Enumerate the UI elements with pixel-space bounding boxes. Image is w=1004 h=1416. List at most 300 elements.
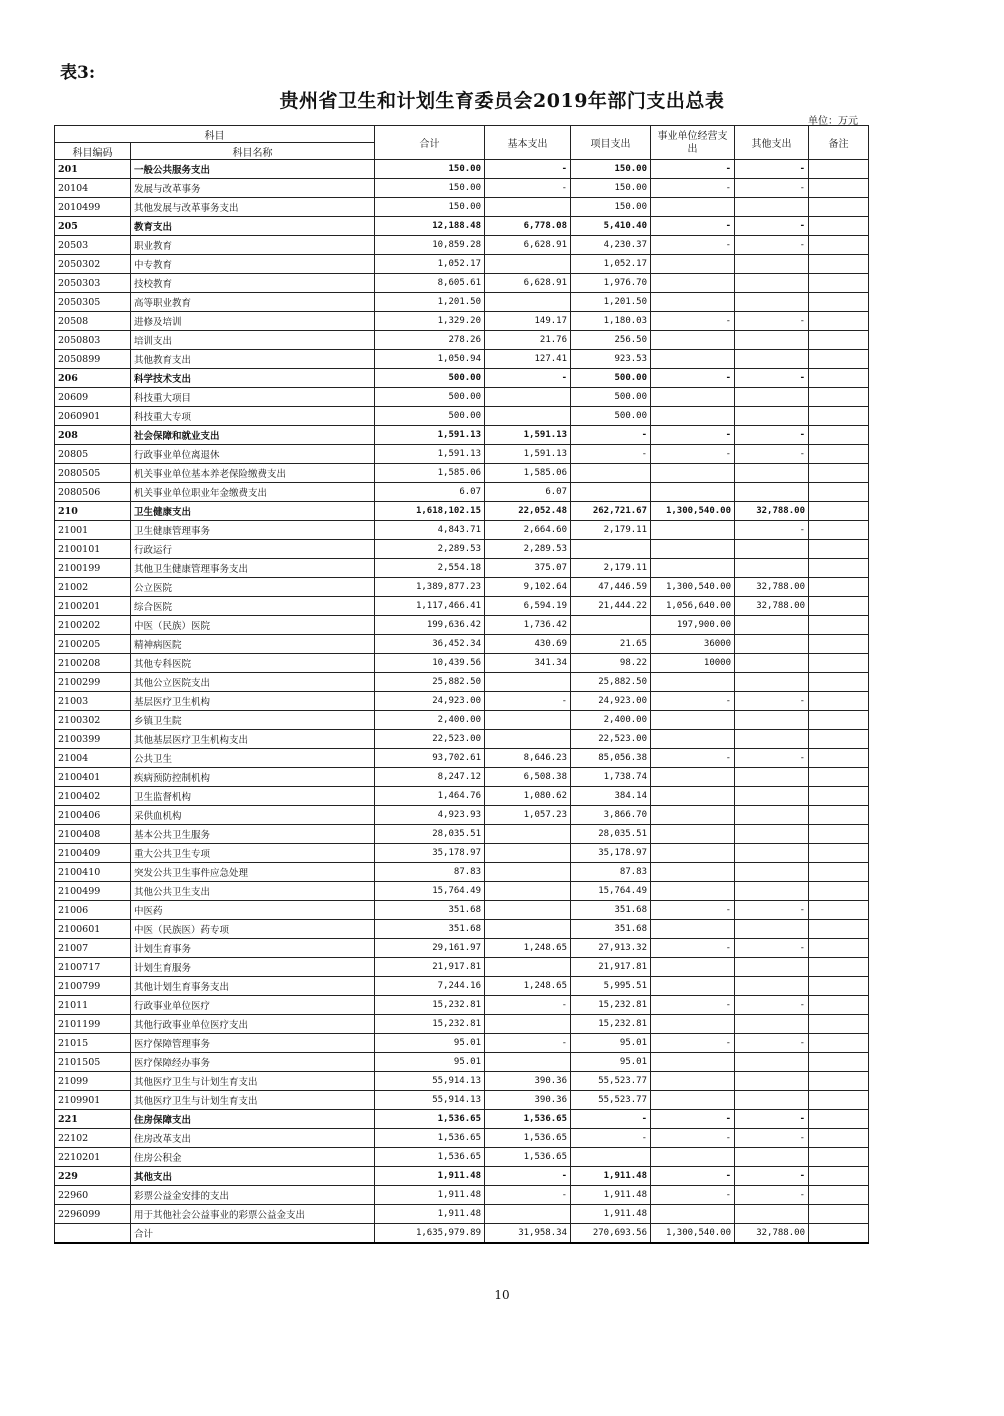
- table-row: [55, 654, 869, 673]
- table-row: [55, 1072, 869, 1091]
- cell-business: [651, 673, 735, 692]
- cell-project: 55,523.77: [571, 1091, 651, 1110]
- cell-total: 7,244.16: [375, 977, 485, 996]
- cell-note: [809, 882, 869, 901]
- cell-code: 2100717: [55, 958, 131, 977]
- cell-note: [809, 464, 869, 483]
- cell-other: [735, 1091, 809, 1110]
- table-row: [55, 293, 869, 312]
- cell-name: 用于其他社会公益事业的彩票公益金支出: [131, 1205, 375, 1224]
- cell-total: 6.07: [375, 483, 485, 502]
- cell-code: 2100401: [55, 768, 131, 787]
- cell-project: 15,232.81: [571, 1015, 651, 1034]
- table-row: [55, 521, 869, 540]
- table-row: [55, 483, 869, 502]
- cell-business: -: [651, 369, 735, 388]
- table-row: [55, 464, 869, 483]
- cell-total: 1,591.13: [375, 445, 485, 464]
- cell-total: 15,232.81: [375, 1015, 485, 1034]
- cell-code: 2101505: [55, 1053, 131, 1072]
- cell-total: 1,536.65: [375, 1148, 485, 1167]
- cell-business: [651, 806, 735, 825]
- cell-basic: [485, 673, 571, 692]
- header-name: 科目名称: [131, 143, 375, 160]
- table-row: [55, 179, 869, 198]
- cell-note: [809, 1053, 869, 1072]
- cell-name: 科学技术支出: [131, 369, 375, 388]
- cell-total: 500.00: [375, 407, 485, 426]
- cell-business: [651, 274, 735, 293]
- cell-note: [809, 1091, 869, 1110]
- cell-project: 3,866.70: [571, 806, 651, 825]
- cell-note: [809, 616, 869, 635]
- cell-basic: 1,536.65: [485, 1110, 571, 1129]
- cell-business: [651, 350, 735, 369]
- cell-other: [735, 920, 809, 939]
- cell-total: 24,923.00: [375, 692, 485, 711]
- cell-project: 21,917.81: [571, 958, 651, 977]
- cell-basic: [485, 901, 571, 920]
- cell-basic: 1,248.65: [485, 977, 571, 996]
- cell-note: [809, 578, 869, 597]
- cell-other: [735, 407, 809, 426]
- cell-note: [809, 597, 869, 616]
- cell-code: 21015: [55, 1034, 131, 1053]
- cell-note: [809, 1205, 869, 1224]
- cell-business: -: [651, 217, 735, 236]
- cell-code: 2100799: [55, 977, 131, 996]
- expenditure-table: [54, 125, 869, 1244]
- cell-code: 21003: [55, 692, 131, 711]
- cell-basic: 1,591.13: [485, 426, 571, 445]
- cell-other: [735, 1148, 809, 1167]
- cell-name: 突发公共卫生事件应急处理: [131, 863, 375, 882]
- cell-code: 2109901: [55, 1091, 131, 1110]
- cell-other: [735, 958, 809, 977]
- cell-total: 1,117,466.41: [375, 597, 485, 616]
- cell-note: [809, 407, 869, 426]
- cell-name: 科技重大项目: [131, 388, 375, 407]
- cell-basic: -: [485, 692, 571, 711]
- cell-basic: [485, 730, 571, 749]
- cell-business: -: [651, 1110, 735, 1129]
- cell-other: [735, 540, 809, 559]
- cell-business: [651, 1091, 735, 1110]
- cell-basic: 6,778.08: [485, 217, 571, 236]
- cell-other: [735, 198, 809, 217]
- cell-business: [651, 825, 735, 844]
- cell-other: -: [735, 1110, 809, 1129]
- cell-total: 2,400.00: [375, 711, 485, 730]
- cell-other: -: [735, 1034, 809, 1053]
- cell-note: [809, 559, 869, 578]
- cell-project: 5,995.51: [571, 977, 651, 996]
- unit-label: 单位：万元: [808, 116, 858, 127]
- cell-name: 住房公积金: [131, 1148, 375, 1167]
- cell-other: 32,788.00: [735, 597, 809, 616]
- cell-total: 28,035.51: [375, 825, 485, 844]
- table-row: [55, 1167, 869, 1186]
- cell-other: [735, 255, 809, 274]
- header-total: 合计: [375, 126, 485, 160]
- cell-project: 1,738.74: [571, 768, 651, 787]
- total-business: 1,300,540.00: [651, 1224, 735, 1244]
- cell-business: -: [651, 160, 735, 179]
- cell-basic: 6,594.19: [485, 597, 571, 616]
- cell-project: 24,923.00: [571, 692, 651, 711]
- cell-basic: 390.36: [485, 1072, 571, 1091]
- cell-note: [809, 844, 869, 863]
- cell-name: 中医（民族）医院: [131, 616, 375, 635]
- cell-other: -: [735, 1167, 809, 1186]
- cell-code: 2050803: [55, 331, 131, 350]
- cell-business: [651, 1053, 735, 1072]
- cell-business: [651, 1205, 735, 1224]
- cell-basic: [485, 1205, 571, 1224]
- cell-project: -: [571, 426, 651, 445]
- table-row: [55, 426, 869, 445]
- cell-total: 29,161.97: [375, 939, 485, 958]
- table-row: [55, 920, 869, 939]
- cell-project: 27,913.32: [571, 939, 651, 958]
- cell-note: [809, 1186, 869, 1205]
- total-other: 32,788.00: [735, 1224, 809, 1244]
- table-row: [55, 160, 869, 179]
- cell-name: 进修及培训: [131, 312, 375, 331]
- cell-project: 500.00: [571, 407, 651, 426]
- cell-code: 2100205: [55, 635, 131, 654]
- table-row: [55, 616, 869, 635]
- table-row: [55, 350, 869, 369]
- cell-basic: -: [485, 1167, 571, 1186]
- cell-project: 22,523.00: [571, 730, 651, 749]
- page-title: 贵州省卫生和计划生育委员会2019年部门支出总表: [279, 90, 725, 112]
- cell-name: 精神病医院: [131, 635, 375, 654]
- cell-name: 其他支出: [131, 1167, 375, 1186]
- cell-other: [735, 1205, 809, 1224]
- cell-total: 351.68: [375, 920, 485, 939]
- cell-business: [651, 464, 735, 483]
- cell-business: -: [651, 179, 735, 198]
- table-row: [55, 1148, 869, 1167]
- cell-basic: 2,289.53: [485, 540, 571, 559]
- cell-other: -: [735, 312, 809, 331]
- table-row: [55, 1110, 869, 1129]
- cell-project: 15,232.81: [571, 996, 651, 1015]
- cell-business: [651, 768, 735, 787]
- cell-name: 其他发展与改革事务支出: [131, 198, 375, 217]
- cell-total: 95.01: [375, 1053, 485, 1072]
- cell-other: [735, 863, 809, 882]
- cell-name: 技校教育: [131, 274, 375, 293]
- cell-code: 2296099: [55, 1205, 131, 1224]
- cell-business: -: [651, 426, 735, 445]
- cell-project: 1,976.70: [571, 274, 651, 293]
- cell-other: -: [735, 939, 809, 958]
- cell-basic: [485, 407, 571, 426]
- cell-total: 1,536.65: [375, 1110, 485, 1129]
- cell-total: 1,201.50: [375, 293, 485, 312]
- cell-name: 中医（民族医）药专项: [131, 920, 375, 939]
- cell-business: [651, 255, 735, 274]
- cell-name: 重大公共卫生专项: [131, 844, 375, 863]
- table-row: [55, 445, 869, 464]
- cell-code: 2050302: [55, 255, 131, 274]
- cell-business: -: [651, 996, 735, 1015]
- cell-code: 21011: [55, 996, 131, 1015]
- cell-project: 95.01: [571, 1034, 651, 1053]
- cell-note: [809, 331, 869, 350]
- cell-business: [651, 711, 735, 730]
- cell-business: -: [651, 939, 735, 958]
- cell-business: [651, 1015, 735, 1034]
- cell-project: 5,410.40: [571, 217, 651, 236]
- cell-name: 职业教育: [131, 236, 375, 255]
- cell-other: [735, 331, 809, 350]
- cell-note: [809, 1015, 869, 1034]
- cell-name: 住房保障支出: [131, 1110, 375, 1129]
- cell-code: 21006: [55, 901, 131, 920]
- table-row: [55, 540, 869, 559]
- cell-project: 28,035.51: [571, 825, 651, 844]
- cell-total: 1,329.20: [375, 312, 485, 331]
- cell-basic: [485, 388, 571, 407]
- cell-other: -: [735, 996, 809, 1015]
- cell-total: 12,188.48: [375, 217, 485, 236]
- table-row: [55, 1053, 869, 1072]
- cell-business: [651, 787, 735, 806]
- cell-total: 2,289.53: [375, 540, 485, 559]
- cell-basic: 6.07: [485, 483, 571, 502]
- cell-other: [735, 274, 809, 293]
- cell-business: -: [651, 749, 735, 768]
- cell-basic: [485, 825, 571, 844]
- cell-note: [809, 521, 869, 540]
- cell-business: -: [651, 1186, 735, 1205]
- cell-code: 2060901: [55, 407, 131, 426]
- cell-name: 机关事业单位职业年金缴费支出: [131, 483, 375, 502]
- cell-business: [651, 388, 735, 407]
- cell-name: 乡镇卫生院: [131, 711, 375, 730]
- table-row: [55, 312, 869, 331]
- cell-code: 2100410: [55, 863, 131, 882]
- cell-total: 15,764.49: [375, 882, 485, 901]
- cell-total: 1,911.48: [375, 1205, 485, 1224]
- cell-code: 2050899: [55, 350, 131, 369]
- cell-name: 发展与改革事务: [131, 179, 375, 198]
- cell-total: 21,917.81: [375, 958, 485, 977]
- cell-basic: 1,248.65: [485, 939, 571, 958]
- cell-code: 21004: [55, 749, 131, 768]
- cell-total: 8,247.12: [375, 768, 485, 787]
- cell-business: [651, 540, 735, 559]
- cell-code: 21001: [55, 521, 131, 540]
- table-row: [55, 274, 869, 293]
- page-number: 10: [494, 1288, 510, 1302]
- cell-total: 22,523.00: [375, 730, 485, 749]
- cell-project: 1,911.48: [571, 1205, 651, 1224]
- cell-name: 培训支出: [131, 331, 375, 350]
- cell-code: 2100499: [55, 882, 131, 901]
- cell-total: 35,178.97: [375, 844, 485, 863]
- cell-business: -: [651, 692, 735, 711]
- cell-note: [809, 920, 869, 939]
- total-total: 1,635,979.89: [375, 1224, 485, 1244]
- cell-project: 2,179.11: [571, 521, 651, 540]
- cell-project: 500.00: [571, 388, 651, 407]
- cell-code: 210: [55, 502, 131, 521]
- cell-project: 95.01: [571, 1053, 651, 1072]
- cell-code: 21007: [55, 939, 131, 958]
- cell-total: 1,618,102.15: [375, 502, 485, 521]
- cell-business: 1,300,540.00: [651, 502, 735, 521]
- cell-basic: 6,628.91: [485, 274, 571, 293]
- table-row: [55, 1015, 869, 1034]
- table-row: [55, 578, 869, 597]
- table-row: [55, 217, 869, 236]
- table-row: [55, 806, 869, 825]
- cell-other: [735, 464, 809, 483]
- cell-other: -: [735, 1186, 809, 1205]
- total-row: [55, 1224, 869, 1244]
- cell-total: 1,052.17: [375, 255, 485, 274]
- cell-note: [809, 217, 869, 236]
- cell-note: [809, 673, 869, 692]
- cell-basic: -: [485, 160, 571, 179]
- cell-note: [809, 388, 869, 407]
- cell-code: 2100208: [55, 654, 131, 673]
- cell-project: 55,523.77: [571, 1072, 651, 1091]
- table-row: [55, 1186, 869, 1205]
- cell-basic: 1,591.13: [485, 445, 571, 464]
- cell-name: 公立医院: [131, 578, 375, 597]
- cell-basic: 390.36: [485, 1091, 571, 1110]
- cell-basic: 127.41: [485, 350, 571, 369]
- cell-note: [809, 1072, 869, 1091]
- cell-note: [809, 445, 869, 464]
- cell-project: [571, 1148, 651, 1167]
- table-row: [55, 502, 869, 521]
- cell-note: [809, 198, 869, 217]
- header-basic: 基本支出: [485, 126, 571, 160]
- cell-project: 1,911.48: [571, 1167, 651, 1186]
- cell-code: 20104: [55, 179, 131, 198]
- cell-total: 55,914.13: [375, 1091, 485, 1110]
- cell-project: 1,180.03: [571, 312, 651, 331]
- cell-total: 4,923.93: [375, 806, 485, 825]
- cell-code: 20503: [55, 236, 131, 255]
- cell-note: [809, 502, 869, 521]
- cell-note: [809, 540, 869, 559]
- cell-basic: 21.76: [485, 331, 571, 350]
- cell-name: 教育支出: [131, 217, 375, 236]
- cell-basic: 375.07: [485, 559, 571, 578]
- table-row: [55, 1091, 869, 1110]
- cell-other: 32,788.00: [735, 502, 809, 521]
- cell-total: 500.00: [375, 369, 485, 388]
- cell-other: [735, 635, 809, 654]
- cell-project: [571, 464, 651, 483]
- table-row: [55, 844, 869, 863]
- cell-total: 150.00: [375, 179, 485, 198]
- cell-code: 2100402: [55, 787, 131, 806]
- cell-basic: [485, 920, 571, 939]
- cell-total: 351.68: [375, 901, 485, 920]
- cell-code: 21002: [55, 578, 131, 597]
- cell-total: 150.00: [375, 198, 485, 217]
- cell-other: [735, 616, 809, 635]
- cell-code: 2010499: [55, 198, 131, 217]
- cell-code: 221: [55, 1110, 131, 1129]
- cell-note: [809, 255, 869, 274]
- cell-total: 10,859.28: [375, 236, 485, 255]
- cell-project: 47,446.59: [571, 578, 651, 597]
- cell-other: -: [735, 692, 809, 711]
- cell-other: [735, 730, 809, 749]
- cell-project: 87.83: [571, 863, 651, 882]
- cell-project: 98.22: [571, 654, 651, 673]
- cell-note: [809, 350, 869, 369]
- table-row: [55, 1034, 869, 1053]
- cell-total: 2,554.18: [375, 559, 485, 578]
- cell-total: 1,050.94: [375, 350, 485, 369]
- table-row: [55, 255, 869, 274]
- cell-note: [809, 825, 869, 844]
- cell-total: 8,605.61: [375, 274, 485, 293]
- cell-total: 25,882.50: [375, 673, 485, 692]
- cell-other: [735, 1072, 809, 1091]
- cell-business: [651, 559, 735, 578]
- table-row: [55, 673, 869, 692]
- cell-total: 150.00: [375, 160, 485, 179]
- cell-total: 36,452.34: [375, 635, 485, 654]
- cell-note: [809, 483, 869, 502]
- cell-code: 201: [55, 160, 131, 179]
- cell-basic: 1,057.23: [485, 806, 571, 825]
- table-row: [55, 901, 869, 920]
- cell-business: 10000: [651, 654, 735, 673]
- cell-business: [651, 483, 735, 502]
- cell-name: 其他计划生育事务支出: [131, 977, 375, 996]
- cell-code: 2210201: [55, 1148, 131, 1167]
- cell-name: 其他基层医疗卫生机构支出: [131, 730, 375, 749]
- cell-code: 206: [55, 369, 131, 388]
- cell-basic: [485, 255, 571, 274]
- table-row: [55, 863, 869, 882]
- cell-business: -: [651, 901, 735, 920]
- cell-total: 1,389,877.23: [375, 578, 485, 597]
- cell-total: 1,911.48: [375, 1186, 485, 1205]
- cell-other: [735, 768, 809, 787]
- cell-total: 1,585.06: [375, 464, 485, 483]
- table-row: [55, 635, 869, 654]
- cell-note: [809, 635, 869, 654]
- cell-basic: 430.69: [485, 635, 571, 654]
- cell-note: [809, 806, 869, 825]
- cell-other: -: [735, 236, 809, 255]
- cell-other: 32,788.00: [735, 578, 809, 597]
- cell-project: 1,911.48: [571, 1186, 651, 1205]
- cell-name: 基层医疗卫生机构: [131, 692, 375, 711]
- cell-note: [809, 236, 869, 255]
- cell-note: [809, 426, 869, 445]
- cell-basic: 9,102.64: [485, 578, 571, 597]
- cell-other: -: [735, 521, 809, 540]
- cell-other: [735, 806, 809, 825]
- cell-business: -: [651, 236, 735, 255]
- cell-project: 2,179.11: [571, 559, 651, 578]
- total-project: 270,693.56: [571, 1224, 651, 1244]
